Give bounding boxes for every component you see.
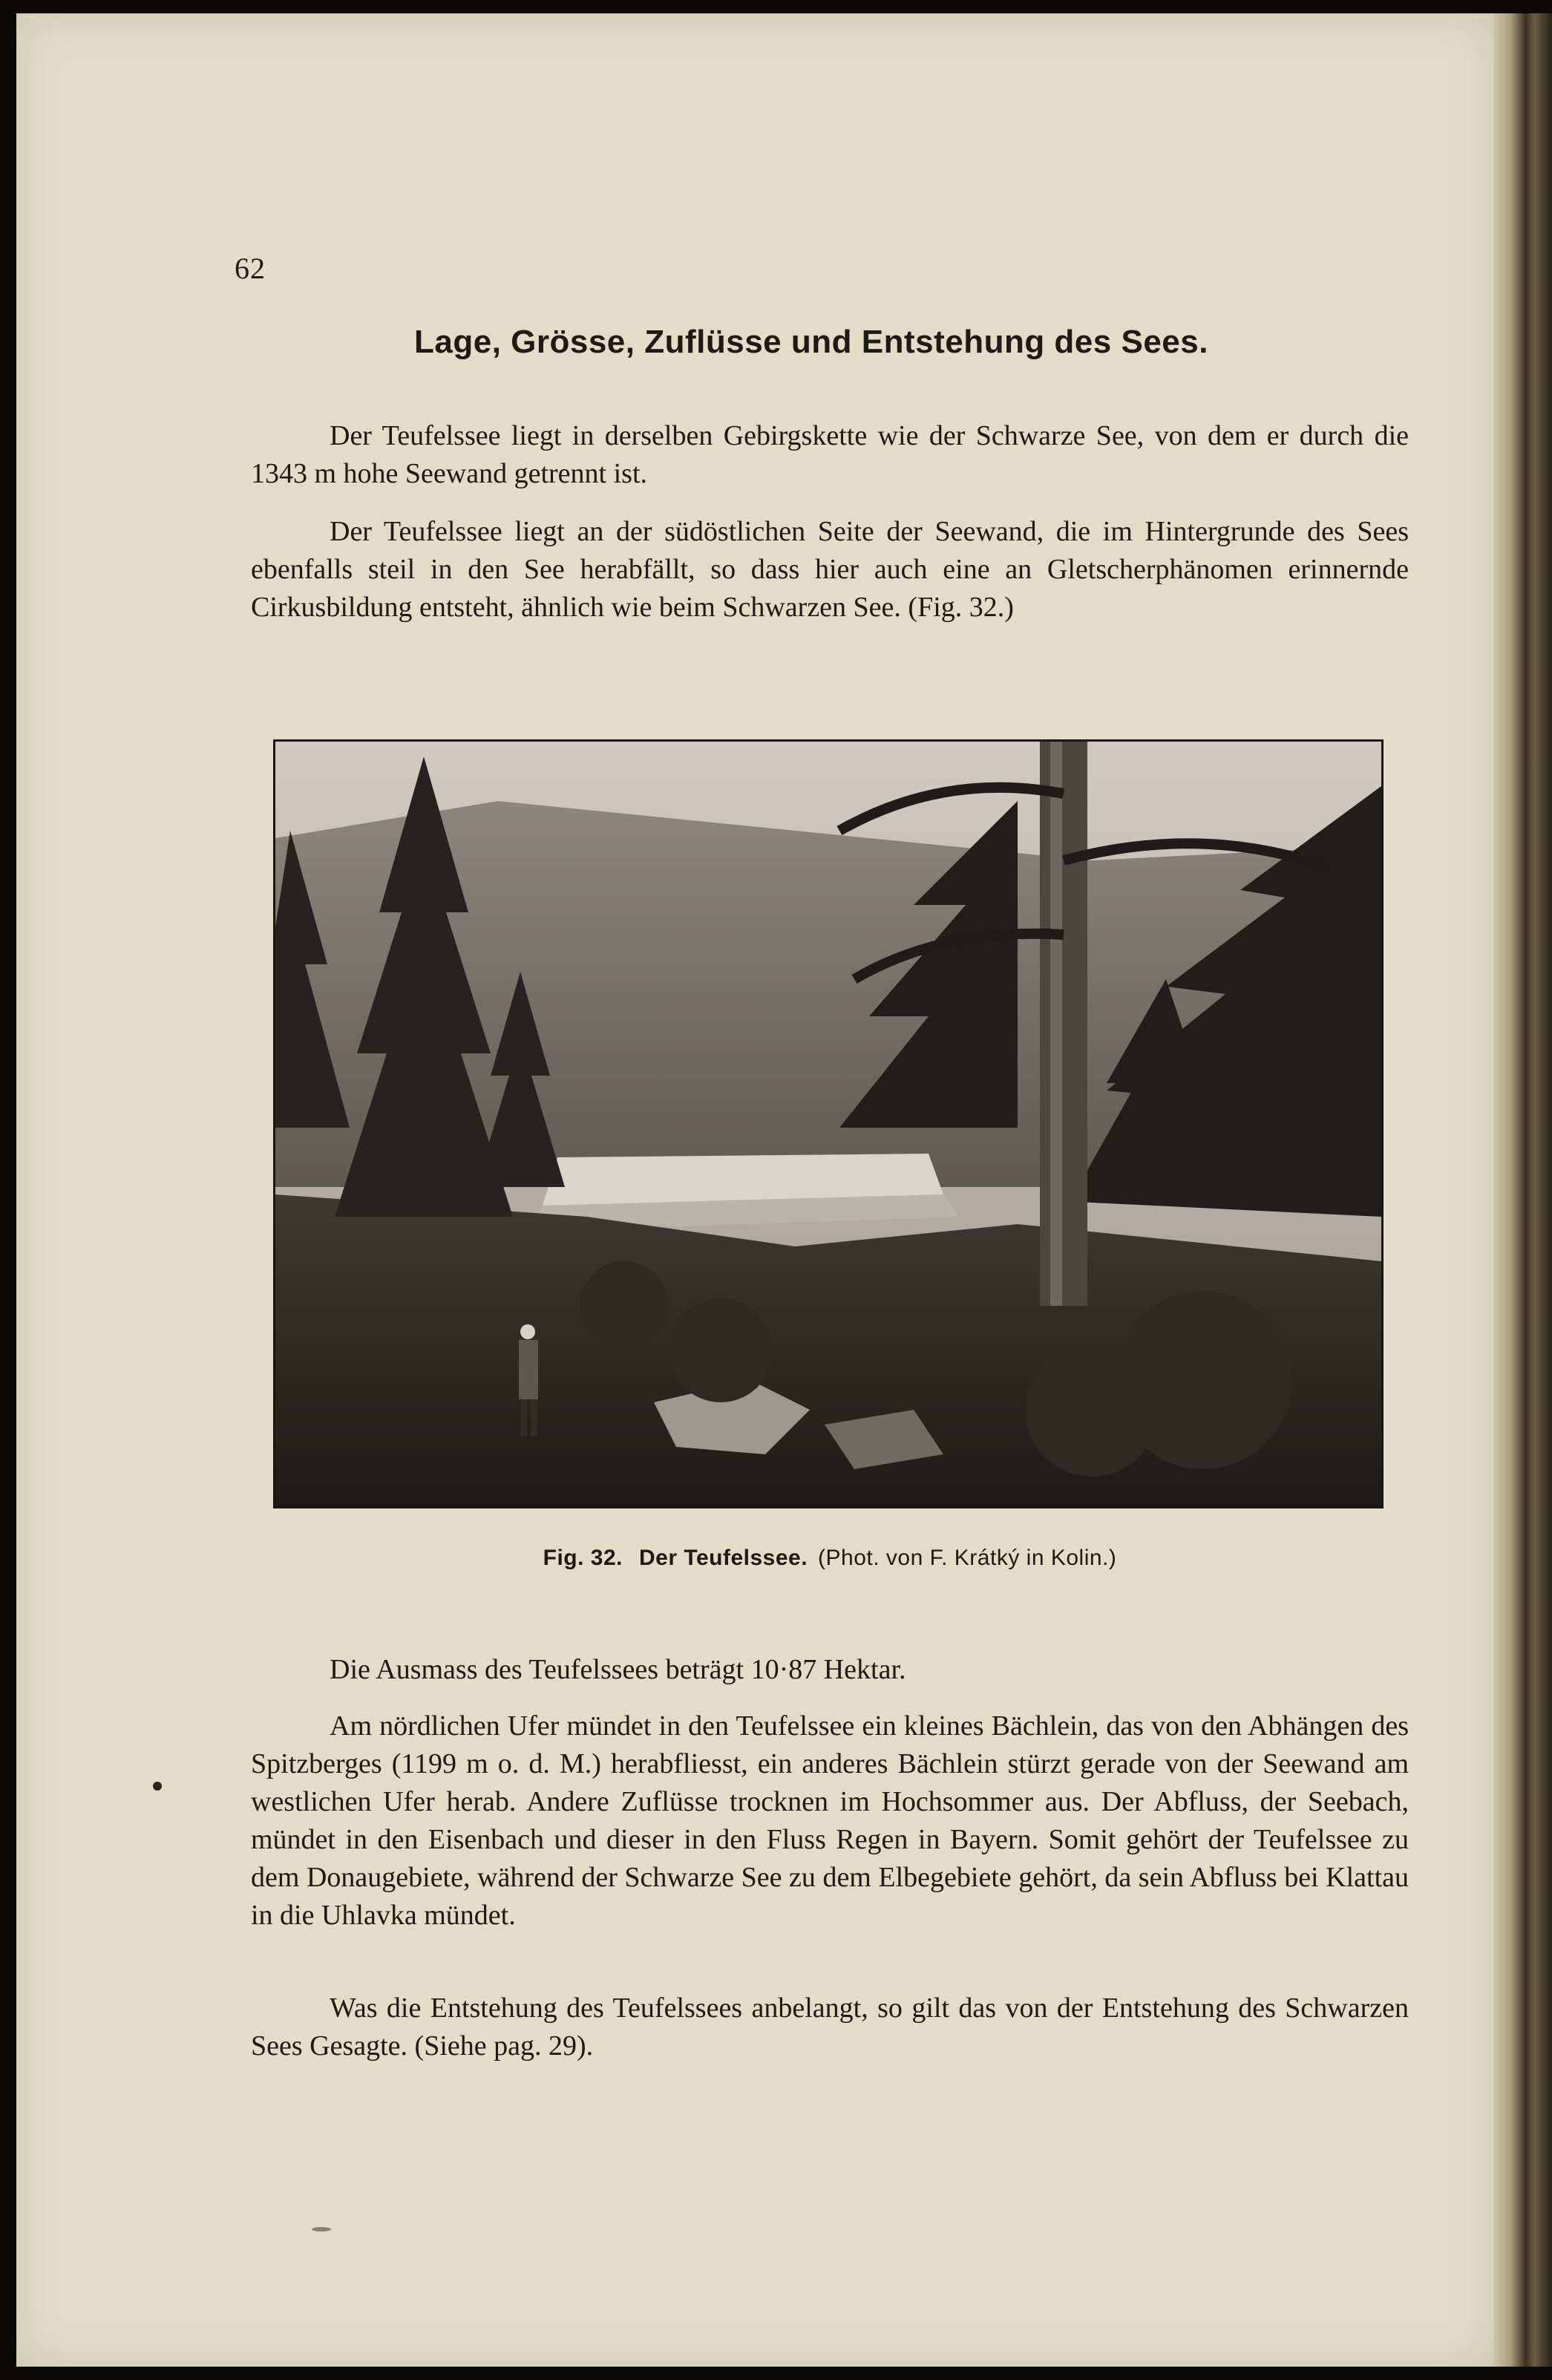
paragraph-tributaries: Am nördlichen Ufer mündet in den Teufelssee ein kleines Bächlein, das von den Abhängen des Spitzberges (1199 m o. d. M.) herabfliesst, ein anderes Bächlein stürzt gerade von der Seewand am westlichen Ufer herab. Andere Zuflüsse trocknen im Hochsommer aus. Der Abfluss, der Seebach, mündet in den Eisenbach und dieser in den Fluss Regen in Bayern. Somit gehört der Teufelssee zu dem Donaugebiete, während der Schwarze See zu dem Elbegebiete gehört, da sein Abfluss bei Klattau in die Uhlavka mündet.	[251, 1710, 1409, 1931]
paragraph-location: Der Teufelssee liegt in derselben Gebirgskette wie der Schwarze See, von dem er durch die 1343 m hohe Seewand getrennt ist.	[251, 420, 1409, 489]
paragraph-cirque: Der Teufelssee liegt an der südöstlichen Seite der Seewand, die im Hintergrunde des Sees ebenfalls steil in den See herabfällt, so dass hier auch eine an Gletscherphänomen erinnernde Cirkusbildung entsteht, ähnlich wie beim Schwarzen See. (Fig. 32.)	[251, 516, 1409, 623]
ink-speck	[153, 1782, 162, 1791]
lake-photograph	[273, 739, 1384, 1508]
figure-label: Fig. 32.	[543, 1546, 623, 1570]
paragraph-area: Die Ausmass des Teufelssees beträgt 10·87 Hektar.	[330, 1654, 906, 1685]
ink-speck	[312, 2227, 331, 2232]
figure-caption	[251, 1546, 1409, 1571]
page-number: 62	[235, 252, 266, 285]
paragraph-origin: Was die Entstehung des Teufelssees anbelangt, so gilt das von der Entstehung des Schwarzen Sees Gesagte. (Siehe pag. 29).	[251, 1992, 1409, 2062]
figure-credit: (Phot. von F. Krátký in Kolin.)	[818, 1546, 1117, 1570]
book-spine-gutter	[1493, 13, 1552, 2367]
figure-title: Der Teufelssee.	[638, 1546, 808, 1570]
section-title: Lage, Grösse, Zuflüsse und Entstehung des Sees.	[414, 324, 1208, 360]
